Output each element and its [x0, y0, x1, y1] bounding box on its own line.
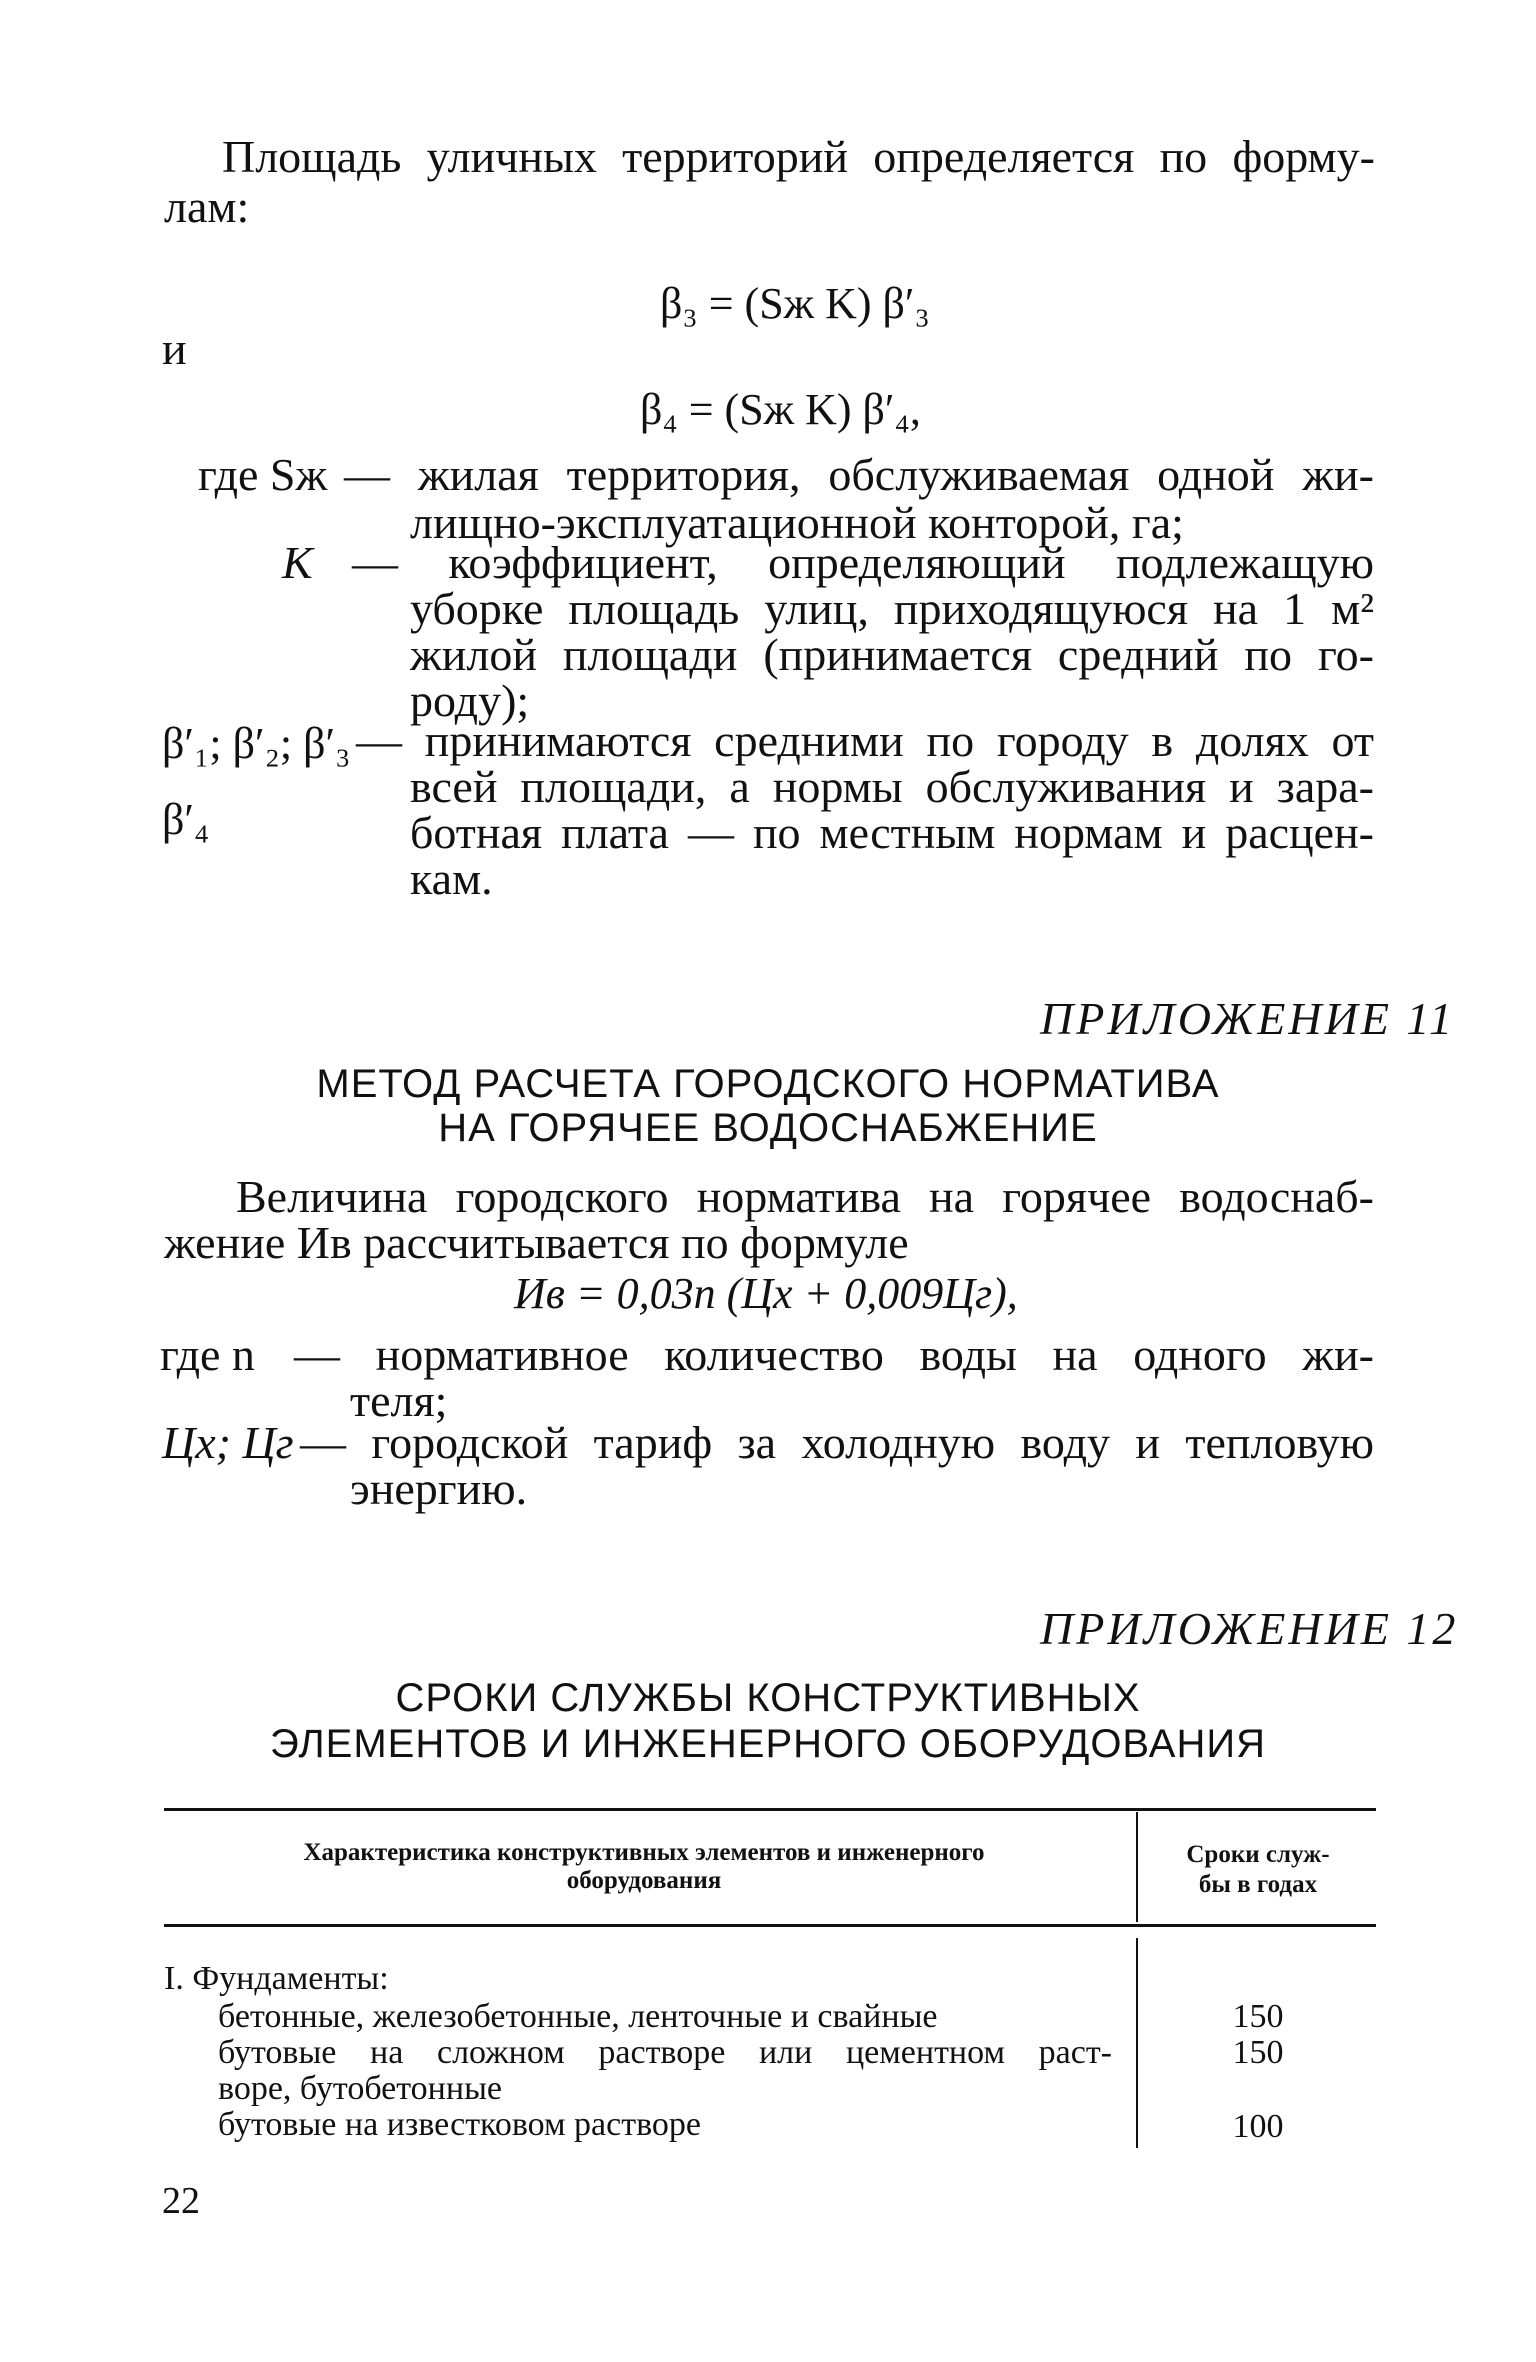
table-row-2-text-2: воре, бутобетонные	[218, 2070, 503, 2107]
intro-line-1: Площадь уличных территорий определяется по форму-	[222, 131, 1375, 182]
def-k-line-2: уборке площадь улиц, приходящуюся на 1 м²	[410, 583, 1374, 634]
table-row-3-years: 100	[1232, 2108, 1284, 2145]
def-beta-line-1: — принимаются средними по городу в долях от	[356, 715, 1374, 766]
def-k-line-3: жилой площади (принимается средний по го-	[410, 629, 1374, 680]
def-term-beta4: β′₄	[162, 795, 210, 844]
def-s-line-1: — жилая территория, обслуживаемая одной жи-	[344, 449, 1374, 500]
table-header-col2-line-1: Сроки служ-	[1186, 1841, 1330, 1868]
def-beta-line-4: кам.	[410, 853, 493, 904]
page-number: 22	[162, 2180, 200, 2222]
table-header-col1-line-2: оборудования	[566, 1867, 722, 1894]
def-k-line-1: — коэффициент, определяющий подлежащую	[352, 537, 1374, 588]
def-k-line-4: роду);	[410, 675, 530, 726]
table-header-rule	[164, 1924, 1376, 1927]
def-term-k: K	[282, 537, 313, 588]
table-row-1-years: 150	[1232, 1998, 1284, 2035]
def-beta-line-3: ботная плата — по местным нормам и расцен-	[410, 807, 1374, 858]
where-tariff-line-1: — городской тариф за холодную воду и тепловую	[300, 1417, 1374, 1468]
conjunction-and: и	[162, 323, 187, 374]
table-section-foundations: I. Фундаменты:	[164, 1960, 389, 1997]
def-term-s: где Sж	[198, 449, 328, 500]
appendix-11-label: ПРИЛОЖЕНИЕ 11	[1040, 993, 1456, 1044]
appendix-12-label: ПРИЛОЖЕНИЕ 12	[1040, 1603, 1459, 1654]
appendix-11-title-1: МЕТОД РАСЧЕТА ГОРОДСКОГО НОРМАТИВА	[316, 1062, 1220, 1106]
appendix-12-title-1: СРОКИ СЛУЖБЫ КОНСТРУКТИВНЫХ	[395, 1676, 1141, 1720]
where-n-line-1: — нормативное количество воды на одного жи-	[294, 1329, 1374, 1380]
where-tariff-line-2: энергию.	[350, 1463, 528, 1514]
appendix-12-title-2: ЭЛЕМЕНТОВ И ИНЖЕНЕРНОГО ОБОРУДОВАНИЯ	[270, 1722, 1266, 1766]
table-header-divider	[1136, 1812, 1138, 1922]
table-header-col1-line-1: Характеристика конструктивных элементов и инженерного	[303, 1839, 985, 1866]
where-n-line-2: теля;	[350, 1375, 448, 1426]
table-row-3-text: бутовые на известковом растворе	[218, 2106, 701, 2143]
formula-beta3: β₃ = (Sж K) β′₃	[660, 279, 930, 328]
appendix-11-para-2: жение Ив рассчитывается по формуле	[164, 1217, 909, 1268]
def-s-line-2: лищно-эксплуатационной конторой, га;	[410, 497, 1184, 548]
table-header-col2-line-2: бы в годах	[1198, 1871, 1318, 1898]
appendix-11-para-1: Величина городского норматива на горячее водоснаб-	[236, 1171, 1374, 1222]
formula-beta4: β₄ = (Sж K) β′₄,	[640, 385, 921, 434]
table-top-rule	[164, 1808, 1376, 1811]
appendix-11-formula: Ив = 0,03n (Цх + 0,009Цг),	[514, 1269, 1018, 1318]
table-row-2-years: 150	[1232, 2034, 1284, 2071]
appendix-11-title-2: НА ГОРЯЧЕЕ ВОДОСНАБЖЕНИЕ	[438, 1106, 1098, 1150]
table-row-2-text-1: бутовые на сложном растворе или цементном раст-	[218, 2034, 1112, 2071]
table-row-1-text: бетонные, железобетонные, ленточные и свайные	[218, 1998, 938, 2035]
intro-line-2: лам:	[164, 181, 250, 232]
where-term-tariff: Цх; Цг	[162, 1417, 294, 1468]
def-term-betas: β′₁; β′₂; β′₃	[162, 719, 351, 768]
where-term-n: где n	[160, 1329, 255, 1380]
table-body-divider	[1136, 1938, 1138, 2148]
def-beta-line-2: всей площади, а нормы обслуживания и зара-	[410, 761, 1374, 812]
